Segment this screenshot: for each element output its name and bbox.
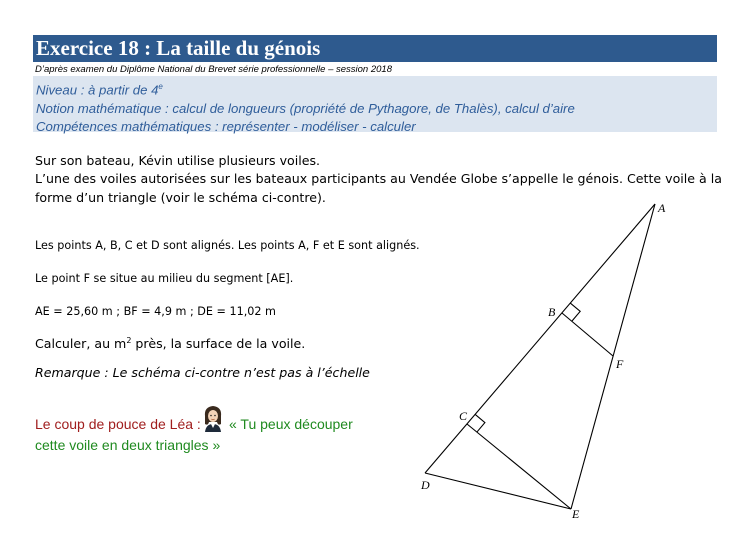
question-before: Calculer, au m — [35, 336, 127, 352]
notion-line: Notion mathématique : calcul de longueurs (propriété de Pythagore, de Thalès), calcul d’aire — [36, 100, 575, 116]
exercise-title: Exercice 18 : La taille du génois — [33, 35, 717, 62]
competences-line: Compétences mathématiques : représenter - modéliser - calculer — [36, 118, 416, 134]
point-label-C: C — [459, 409, 468, 423]
segment-AE — [571, 204, 655, 509]
hint-quote-line-2: cette voile en deux triangles » — [35, 437, 221, 453]
hint-quote-line-1: « Tu peux découper — [229, 416, 353, 432]
niveau-sup: e — [158, 82, 163, 91]
midpoint-statement: Le point F se situe au milieu du segment [AE]. — [35, 272, 294, 285]
point-label-F: F — [616, 357, 624, 371]
intro-line-2: L’une des voiles autorisées sur les bateaux participants au Vendée Globe s’appelle le génois. Cette voile à la — [35, 171, 722, 187]
point-label-A: A — [658, 201, 666, 215]
point-label-D: D — [421, 478, 430, 492]
question-sup: 2 — [126, 336, 132, 345]
segment-BF — [562, 313, 613, 356]
niveau-text: Niveau : à partir de 4 — [36, 82, 159, 98]
point-label-B: B — [548, 305, 556, 319]
measures-statement: AE = 25,60 m ; BF = 4,9 m ; DE = 11,02 m — [35, 305, 276, 318]
hint-label: Le coup de pouce de Léa : — [35, 416, 201, 432]
intro-line-1: Sur son bateau, Kévin utilise plusieurs voiles. — [35, 153, 321, 168]
source-note: D’après examen du Diplôme National du Brevet série professionnelle – session 2018 — [35, 64, 392, 75]
right-angle-B — [570, 303, 580, 321]
right-angle-C — [475, 414, 485, 432]
remark: Remarque : Le schéma ci-contre n’est pas à l’échelle — [35, 365, 370, 380]
intro-line-3: forme d’un triangle (voir le schéma ci-contre). — [35, 189, 326, 205]
question-after: près, la surface de la voile. — [131, 336, 306, 352]
segment-AD — [425, 204, 655, 473]
point-label-E: E — [572, 507, 580, 521]
aligned-statement: Les points A, B, C et D sont alignés. Les points A, F et E sont alignés. — [35, 239, 420, 252]
